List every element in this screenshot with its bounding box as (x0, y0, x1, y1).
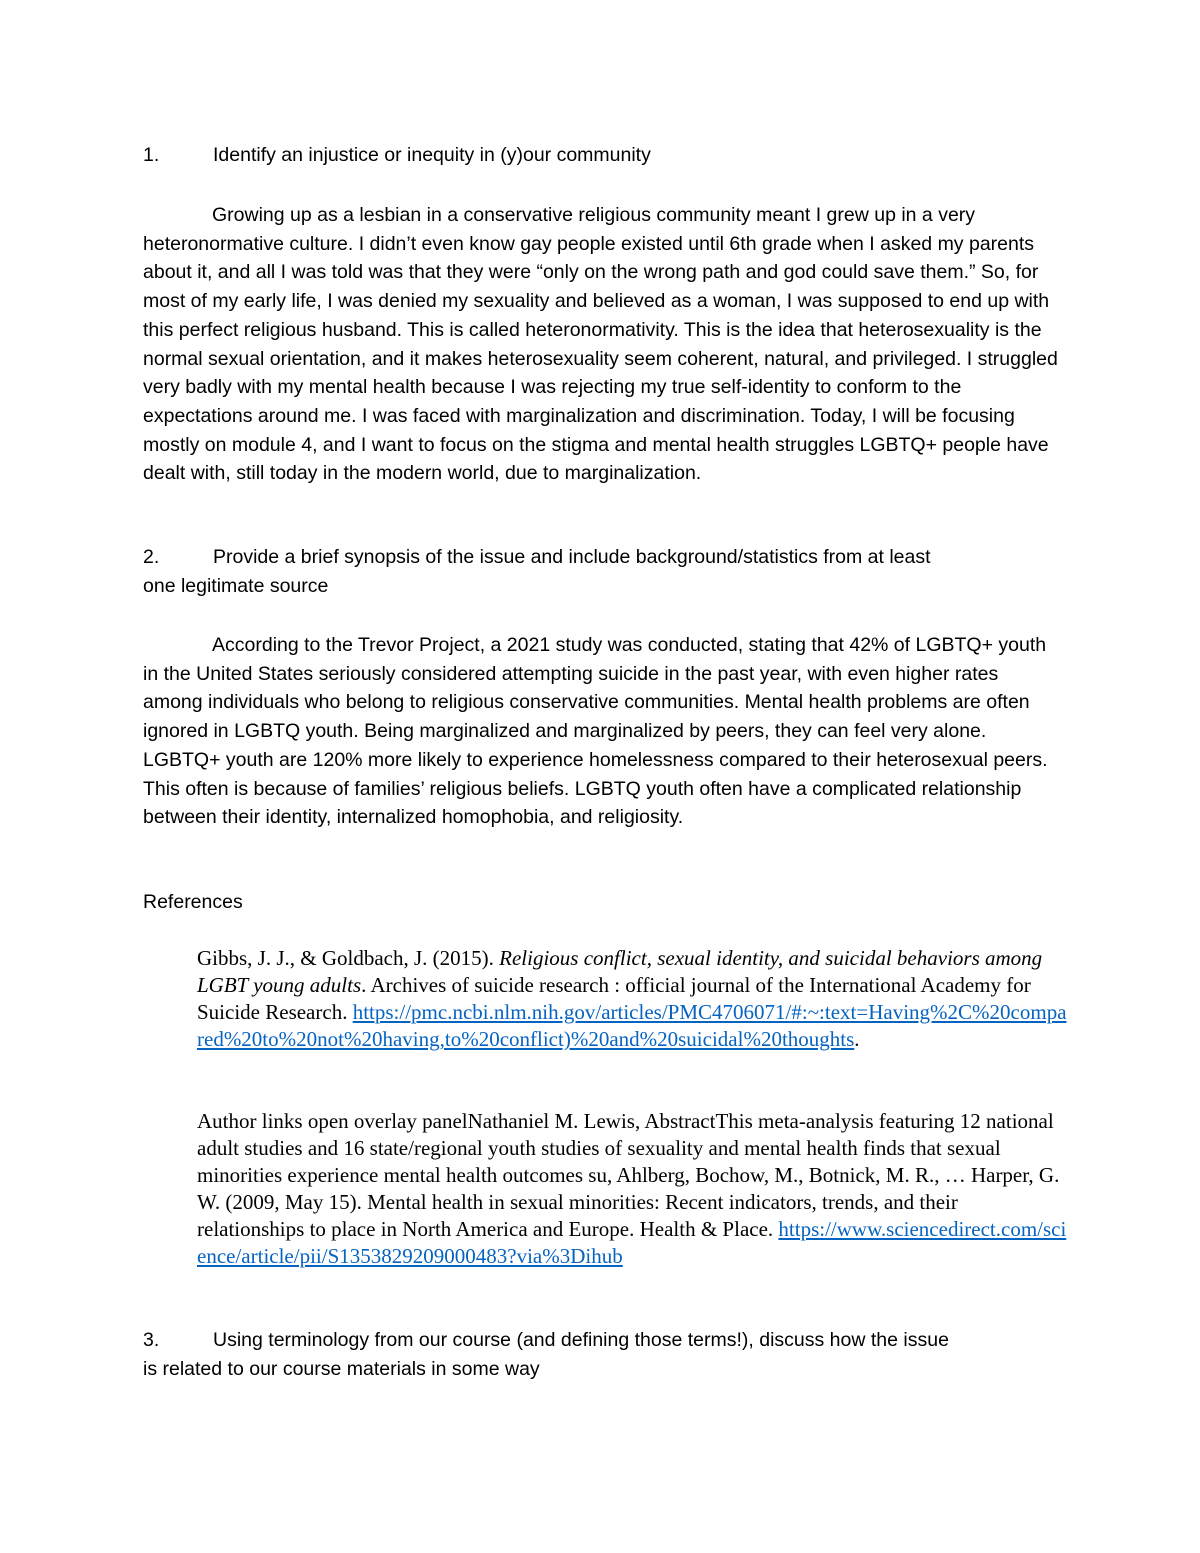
question-3-heading (143, 1329, 949, 1352)
reference-1 (197, 945, 1067, 1053)
question-1-title: Identify an injustice or inequity in (y)our community (213, 144, 651, 166)
reference-2 (197, 1108, 1067, 1270)
question-1-number: 1. (143, 144, 160, 166)
question-3-heading-cont (143, 1358, 540, 1381)
question-2-answer (143, 631, 1063, 832)
question-2-title-line1: Provide a brief synopsis of the issue and include background/statistics from at least (213, 546, 931, 568)
reference-1-link[interactable]: https://pmc.ncbi.nlm.nih.gov/articles/PMC4706071/#:~:text=Having%2C%20compared%20to%20not%20having,to%20conflict)%20and%20suicidal%20thoughts (197, 1000, 1067, 1051)
reference-1-end: . (854, 1027, 860, 1051)
reference-1-title: Religious conflict, sexual identity, and suicidal behaviors among LGBT young adults (197, 946, 1043, 997)
question-2-number: 2. (143, 546, 160, 568)
question-1-answer-text: Growing up as a lesbian in a conservative religious community meant I grew up in a very heteronormative culture. I didn’t even know gay people existed until 6th grade when I asked my parents about it, and all I was told was that they were “only on the wrong path and god could save them.” So, for most of my early life, I was denied my sexuality and believed as a woman, I was supposed to end up with this perfect religious husband. This is called heteronormativity. This is the idea that heterosexuality is the normal sexual orientation, and it makes heterosexuality seem coherent, natural, and privileged. I struggled very badly with my mental health because I was rejecting my true self-identity to conform to the expectations around me. I was faced with marginalization and discrimination. Today, I will be focusing mostly on module 4, and I want to focus on the stigma and mental health struggles LGBTQ+ people have dealt with, still today in the modern world, due to marginalization. (143, 204, 1058, 485)
question-1-heading (143, 144, 651, 167)
reference-1-authors: Gibbs, J. J., & Goldbach, J. (2015). (197, 946, 500, 970)
question-3-number: 3. (143, 1329, 160, 1351)
question-2-heading (143, 546, 931, 569)
reference-2-text: Author links open overlay panelNathaniel M. Lewis, AbstractThis meta-analysis featuring 12 national adult studies and 16 state/regional youth studies of sexuality and mental health finds that sexual minorities experience mental health outcomes su, Ahlberg, Bochow, M., Botnick, M. R., … Harper, G. W. (2009, May 15). Mental health in sexual minorities: Recent indicators, trends, and their relationships to place in North America and Europe. Health & Place. (197, 1109, 1060, 1241)
question-3-title-line1: Using terminology from our course (and defining those terms!), discuss how the issue (213, 1329, 949, 1351)
question-2-heading-cont (143, 575, 328, 598)
question-1-answer (143, 201, 1063, 488)
question-2-title-line2: one legitimate source (143, 575, 329, 597)
reference-1-source: . Archives of suicide research : official journal of the International Academy for Suicide Research. (197, 973, 1031, 1024)
question-3-title-line2: is related to our course materials in some way (143, 1358, 540, 1380)
reference-2-link[interactable]: https://www.sciencedirect.com/science/article/pii/S1353829209000483?via%3Dihub (197, 1217, 1067, 1268)
question-2-answer-text: According to the Trevor Project, a 2021 study was conducted, stating that 42% of LGBTQ+ youth in the United States seriously considered attempting suicide in the past year, with even higher rates among individuals who belong to religious conservative communities. Mental health problems are often ignored in LGBTQ youth. Being marginalized and marginalized by peers, they can feel very alone. LGBTQ+ youth are 120% more likely to experience homelessness compared to their heterosexual peers. This often is because of families’ religious beliefs. LGBTQ youth often have a complicated relationship between their identity, internalized homophobia, and religiosity. (143, 634, 1048, 829)
references-heading: References (143, 891, 243, 913)
